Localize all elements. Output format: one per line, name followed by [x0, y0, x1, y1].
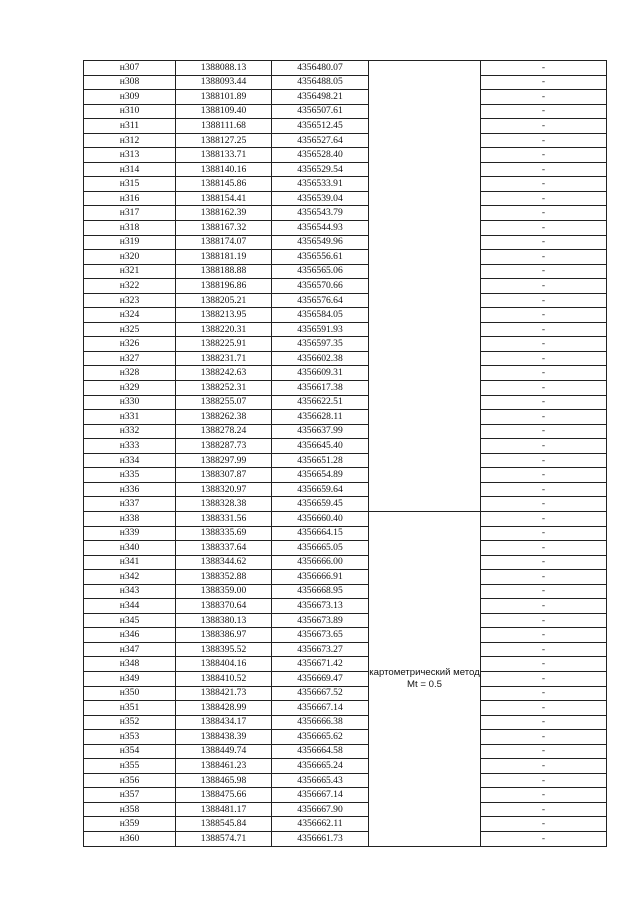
- point-id-cell: н338: [84, 511, 176, 526]
- description-cell: -: [481, 395, 607, 410]
- point-id-cell: н339: [84, 526, 176, 541]
- table-row: [84, 133, 607, 148]
- table-row: [84, 802, 607, 817]
- x-coordinate-cell: 1388225.91: [176, 337, 272, 352]
- description-cell: -: [481, 293, 607, 308]
- point-id-cell: н311: [84, 119, 176, 134]
- description-cell: -: [481, 555, 607, 570]
- table-row: [84, 584, 607, 599]
- description-cell: -: [481, 221, 607, 236]
- description-cell: -: [481, 322, 607, 337]
- description-cell: -: [481, 541, 607, 556]
- table-row: [84, 773, 607, 788]
- y-coordinate-cell: 4356539.04: [272, 191, 369, 206]
- point-id-cell: н327: [84, 351, 176, 366]
- x-coordinate-cell: 1388465.98: [176, 773, 272, 788]
- x-coordinate-cell: 1388255.07: [176, 395, 272, 410]
- x-coordinate-cell: 1388370.64: [176, 599, 272, 614]
- description-cell: -: [481, 148, 607, 163]
- point-id-cell: н329: [84, 381, 176, 396]
- point-id-cell: н355: [84, 759, 176, 774]
- description-cell: -: [481, 671, 607, 686]
- point-id-cell: н324: [84, 308, 176, 323]
- description-cell: -: [481, 308, 607, 323]
- table-row: [84, 337, 607, 352]
- table-row: [84, 570, 607, 585]
- point-id-cell: н337: [84, 497, 176, 512]
- y-coordinate-cell: 4356576.64: [272, 293, 369, 308]
- description-cell: -: [481, 657, 607, 672]
- point-id-cell: н353: [84, 730, 176, 745]
- x-coordinate-cell: 1388162.39: [176, 206, 272, 221]
- x-coordinate-cell: 1388140.16: [176, 162, 272, 177]
- description-cell: -: [481, 75, 607, 90]
- y-coordinate-cell: 4356488.05: [272, 75, 369, 90]
- point-id-cell: н343: [84, 584, 176, 599]
- y-coordinate-cell: 4356673.13: [272, 599, 369, 614]
- x-coordinate-cell: 1388287.73: [176, 439, 272, 454]
- coordinates-table: [83, 60, 607, 847]
- x-coordinate-cell: 1388127.25: [176, 133, 272, 148]
- description-cell: -: [481, 177, 607, 192]
- point-id-cell: н328: [84, 366, 176, 381]
- point-id-cell: н310: [84, 104, 176, 119]
- description-cell: -: [481, 366, 607, 381]
- point-id-cell: н356: [84, 773, 176, 788]
- description-cell: -: [481, 802, 607, 817]
- point-id-cell: н318: [84, 221, 176, 236]
- description-cell: -: [481, 642, 607, 657]
- x-coordinate-cell: 1388461.23: [176, 759, 272, 774]
- table-row: [84, 162, 607, 177]
- x-coordinate-cell: 1388262.38: [176, 410, 272, 425]
- y-coordinate-cell: 4356665.05: [272, 541, 369, 556]
- x-coordinate-cell: 1388395.52: [176, 642, 272, 657]
- x-coordinate-cell: 1388421.73: [176, 686, 272, 701]
- x-coordinate-cell: 1388174.07: [176, 235, 272, 250]
- description-cell: -: [481, 759, 607, 774]
- y-coordinate-cell: 4356667.90: [272, 802, 369, 817]
- description-cell: -: [481, 788, 607, 803]
- y-coordinate-cell: 4356584.05: [272, 308, 369, 323]
- point-id-cell: н334: [84, 453, 176, 468]
- point-id-cell: н321: [84, 264, 176, 279]
- point-id-cell: н344: [84, 599, 176, 614]
- point-id-cell: н313: [84, 148, 176, 163]
- table-row: [84, 541, 607, 556]
- description-cell: -: [481, 686, 607, 701]
- description-cell: -: [481, 773, 607, 788]
- point-id-cell: н348: [84, 657, 176, 672]
- description-cell: -: [481, 351, 607, 366]
- table-row: [84, 424, 607, 439]
- point-id-cell: н309: [84, 90, 176, 105]
- table-row: [84, 701, 607, 716]
- table-row: [84, 599, 607, 614]
- description-cell: -: [481, 61, 607, 76]
- table-row: [84, 744, 607, 759]
- x-coordinate-cell: 1388088.13: [176, 61, 272, 76]
- point-id-cell: н315: [84, 177, 176, 192]
- y-coordinate-cell: 4356533.91: [272, 177, 369, 192]
- table-row: [84, 730, 607, 745]
- table-row: [84, 90, 607, 105]
- description-cell: -: [481, 133, 607, 148]
- point-id-cell: н346: [84, 628, 176, 643]
- point-id-cell: н349: [84, 671, 176, 686]
- description-cell: -: [481, 744, 607, 759]
- y-coordinate-cell: 4356659.64: [272, 482, 369, 497]
- table-row: [84, 148, 607, 163]
- y-coordinate-cell: 4356668.95: [272, 584, 369, 599]
- description-cell: -: [481, 701, 607, 716]
- x-coordinate-cell: 1388320.97: [176, 482, 272, 497]
- table-row: [84, 206, 607, 221]
- x-coordinate-cell: 1388133.71: [176, 148, 272, 163]
- table-row: [84, 817, 607, 832]
- x-coordinate-cell: 1388297.99: [176, 453, 272, 468]
- description-cell: -: [481, 831, 607, 846]
- y-coordinate-cell: 4356527.64: [272, 133, 369, 148]
- point-id-cell: н308: [84, 75, 176, 90]
- x-coordinate-cell: 1388380.13: [176, 613, 272, 628]
- x-coordinate-cell: 1388335.69: [176, 526, 272, 541]
- y-coordinate-cell: 4356507.61: [272, 104, 369, 119]
- x-coordinate-cell: 1388220.31: [176, 322, 272, 337]
- y-coordinate-cell: 4356671.42: [272, 657, 369, 672]
- y-coordinate-cell: 4356666.00: [272, 555, 369, 570]
- table-row: [84, 453, 607, 468]
- table-row: [84, 119, 607, 134]
- table-row: [84, 75, 607, 90]
- point-id-cell: н325: [84, 322, 176, 337]
- y-coordinate-cell: 4356597.35: [272, 337, 369, 352]
- description-cell: -: [481, 424, 607, 439]
- y-coordinate-cell: 4356664.15: [272, 526, 369, 541]
- x-coordinate-cell: 1388145.86: [176, 177, 272, 192]
- y-coordinate-cell: 4356660.40: [272, 511, 369, 526]
- description-cell: -: [481, 570, 607, 585]
- y-coordinate-cell: 4356602.38: [272, 351, 369, 366]
- y-coordinate-cell: 4356665.62: [272, 730, 369, 745]
- y-coordinate-cell: 4356666.38: [272, 715, 369, 730]
- table-row: [84, 526, 607, 541]
- point-id-cell: н307: [84, 61, 176, 76]
- y-coordinate-cell: 4356544.93: [272, 221, 369, 236]
- y-coordinate-cell: 4356512.45: [272, 119, 369, 134]
- y-coordinate-cell: 4356659.45: [272, 497, 369, 512]
- y-coordinate-cell: 4356637.99: [272, 424, 369, 439]
- table-row: [84, 322, 607, 337]
- x-coordinate-cell: 1388545.84: [176, 817, 272, 832]
- x-coordinate-cell: 1388428.99: [176, 701, 272, 716]
- table-row: [84, 657, 607, 672]
- table-row: [84, 177, 607, 192]
- y-coordinate-cell: 4356667.14: [272, 788, 369, 803]
- point-id-cell: н333: [84, 439, 176, 454]
- y-coordinate-cell: 4356480.07: [272, 61, 369, 76]
- coordinates-table-body: [84, 61, 607, 847]
- table-row: [84, 351, 607, 366]
- y-coordinate-cell: 4356556.61: [272, 250, 369, 265]
- x-coordinate-cell: 1388352.88: [176, 570, 272, 585]
- description-cell: -: [481, 730, 607, 745]
- description-cell: -: [481, 628, 607, 643]
- table-row: [84, 831, 607, 846]
- table-row: [84, 628, 607, 643]
- description-cell: -: [481, 497, 607, 512]
- y-coordinate-cell: 4356628.11: [272, 410, 369, 425]
- table-row: [84, 497, 607, 512]
- y-coordinate-cell: 4356669.47: [272, 671, 369, 686]
- point-id-cell: н351: [84, 701, 176, 716]
- table-row: [84, 482, 607, 497]
- point-id-cell: н345: [84, 613, 176, 628]
- table-row: [84, 671, 607, 686]
- y-coordinate-cell: 4356664.58: [272, 744, 369, 759]
- point-id-cell: н326: [84, 337, 176, 352]
- point-id-cell: н316: [84, 191, 176, 206]
- y-coordinate-cell: 4356673.89: [272, 613, 369, 628]
- y-coordinate-cell: 4356667.14: [272, 701, 369, 716]
- point-id-cell: н350: [84, 686, 176, 701]
- x-coordinate-cell: 1388331.56: [176, 511, 272, 526]
- table-row: [84, 235, 607, 250]
- table-row: [84, 104, 607, 119]
- description-cell: -: [481, 482, 607, 497]
- x-coordinate-cell: 1388154.41: [176, 191, 272, 206]
- x-coordinate-cell: 1388167.32: [176, 221, 272, 236]
- point-id-cell: н352: [84, 715, 176, 730]
- point-id-cell: н347: [84, 642, 176, 657]
- description-cell: -: [481, 381, 607, 396]
- description-cell: -: [481, 511, 607, 526]
- description-cell: -: [481, 162, 607, 177]
- description-cell: -: [481, 817, 607, 832]
- point-id-cell: н360: [84, 831, 176, 846]
- description-cell: -: [481, 104, 607, 119]
- y-coordinate-cell: 4356645.40: [272, 439, 369, 454]
- description-cell: -: [481, 191, 607, 206]
- table-row: [84, 221, 607, 236]
- point-id-cell: н330: [84, 395, 176, 410]
- x-coordinate-cell: 1388475.66: [176, 788, 272, 803]
- y-coordinate-cell: 4356565.06: [272, 264, 369, 279]
- point-id-cell: н354: [84, 744, 176, 759]
- x-coordinate-cell: 1388109.40: [176, 104, 272, 119]
- x-coordinate-cell: 1388278.24: [176, 424, 272, 439]
- description-cell: -: [481, 90, 607, 105]
- table-row: [84, 715, 607, 730]
- description-cell: -: [481, 337, 607, 352]
- x-coordinate-cell: 1388188.88: [176, 264, 272, 279]
- y-coordinate-cell: 4356543.79: [272, 206, 369, 221]
- description-cell: -: [481, 264, 607, 279]
- point-id-cell: н359: [84, 817, 176, 832]
- y-coordinate-cell: 4356549.96: [272, 235, 369, 250]
- description-cell: -: [481, 235, 607, 250]
- point-id-cell: н322: [84, 279, 176, 294]
- table-row: [84, 511, 607, 526]
- point-id-cell: н312: [84, 133, 176, 148]
- x-coordinate-cell: 1388574.71: [176, 831, 272, 846]
- description-cell: -: [481, 526, 607, 541]
- x-coordinate-cell: 1388111.68: [176, 119, 272, 134]
- y-coordinate-cell: 4356609.31: [272, 366, 369, 381]
- description-cell: -: [481, 468, 607, 483]
- table-row: [84, 759, 607, 774]
- y-coordinate-cell: 4356498.21: [272, 90, 369, 105]
- point-id-cell: н323: [84, 293, 176, 308]
- table-row: [84, 191, 607, 206]
- x-coordinate-cell: 1388093.44: [176, 75, 272, 90]
- point-id-cell: н357: [84, 788, 176, 803]
- y-coordinate-cell: 4356622.51: [272, 395, 369, 410]
- x-coordinate-cell: 1388434.17: [176, 715, 272, 730]
- x-coordinate-cell: 1388307.87: [176, 468, 272, 483]
- point-id-cell: н335: [84, 468, 176, 483]
- x-coordinate-cell: 1388196.86: [176, 279, 272, 294]
- description-cell: -: [481, 599, 607, 614]
- x-coordinate-cell: 1388181.19: [176, 250, 272, 265]
- point-id-cell: н314: [84, 162, 176, 177]
- y-coordinate-cell: 4356617.38: [272, 381, 369, 396]
- table-row: [84, 264, 607, 279]
- x-coordinate-cell: 1388410.52: [176, 671, 272, 686]
- x-coordinate-cell: 1388213.95: [176, 308, 272, 323]
- table-row: [84, 366, 607, 381]
- x-coordinate-cell: 1388205.21: [176, 293, 272, 308]
- x-coordinate-cell: 1388101.89: [176, 90, 272, 105]
- x-coordinate-cell: 1388481.17: [176, 802, 272, 817]
- x-coordinate-cell: 1388404.16: [176, 657, 272, 672]
- table-row: [84, 381, 607, 396]
- y-coordinate-cell: 4356651.28: [272, 453, 369, 468]
- table-row: [84, 642, 607, 657]
- description-cell: -: [481, 206, 607, 221]
- y-coordinate-cell: 4356570.66: [272, 279, 369, 294]
- table-row: [84, 788, 607, 803]
- x-coordinate-cell: 1388359.00: [176, 584, 272, 599]
- table-row: [84, 439, 607, 454]
- point-id-cell: н317: [84, 206, 176, 221]
- description-cell: -: [481, 715, 607, 730]
- point-id-cell: н331: [84, 410, 176, 425]
- y-coordinate-cell: 4356673.27: [272, 642, 369, 657]
- x-coordinate-cell: 1388337.64: [176, 541, 272, 556]
- description-cell: -: [481, 279, 607, 294]
- y-coordinate-cell: 4356654.89: [272, 468, 369, 483]
- x-coordinate-cell: 1388386.97: [176, 628, 272, 643]
- point-id-cell: н319: [84, 235, 176, 250]
- table-row: [84, 250, 607, 265]
- y-coordinate-cell: 4356667.52: [272, 686, 369, 701]
- table-row: [84, 293, 607, 308]
- y-coordinate-cell: 4356673.65: [272, 628, 369, 643]
- y-coordinate-cell: 4356528.40: [272, 148, 369, 163]
- table-row: [84, 613, 607, 628]
- x-coordinate-cell: 1388252.31: [176, 381, 272, 396]
- method-cell-empty: [369, 61, 481, 512]
- description-cell: -: [481, 453, 607, 468]
- x-coordinate-cell: 1388231.71: [176, 351, 272, 366]
- point-id-cell: н320: [84, 250, 176, 265]
- x-coordinate-cell: 1388438.39: [176, 730, 272, 745]
- y-coordinate-cell: 4356662.11: [272, 817, 369, 832]
- point-id-cell: н340: [84, 541, 176, 556]
- x-coordinate-cell: 1388328.38: [176, 497, 272, 512]
- description-cell: -: [481, 439, 607, 454]
- table-row: [84, 468, 607, 483]
- point-id-cell: н332: [84, 424, 176, 439]
- y-coordinate-cell: 4356661.73: [272, 831, 369, 846]
- point-id-cell: н342: [84, 570, 176, 585]
- point-id-cell: н341: [84, 555, 176, 570]
- y-coordinate-cell: 4356665.24: [272, 759, 369, 774]
- x-coordinate-cell: 1388344.62: [176, 555, 272, 570]
- y-coordinate-cell: 4356665.43: [272, 773, 369, 788]
- table-row: [84, 279, 607, 294]
- table-row: [84, 61, 607, 76]
- point-id-cell: н358: [84, 802, 176, 817]
- table-row: [84, 308, 607, 323]
- description-cell: -: [481, 584, 607, 599]
- table-row: [84, 410, 607, 425]
- y-coordinate-cell: 4356666.91: [272, 570, 369, 585]
- x-coordinate-cell: 1388449.74: [176, 744, 272, 759]
- table-row: [84, 555, 607, 570]
- description-cell: -: [481, 119, 607, 134]
- description-cell: -: [481, 250, 607, 265]
- y-coordinate-cell: 4356591.93: [272, 322, 369, 337]
- point-id-cell: н336: [84, 482, 176, 497]
- y-coordinate-cell: 4356529.54: [272, 162, 369, 177]
- table-row: [84, 395, 607, 410]
- table-row: [84, 686, 607, 701]
- x-coordinate-cell: 1388242.63: [176, 366, 272, 381]
- description-cell: -: [481, 410, 607, 425]
- method-cell: картометрический метод Mt = 0.5: [369, 511, 481, 846]
- description-cell: -: [481, 613, 607, 628]
